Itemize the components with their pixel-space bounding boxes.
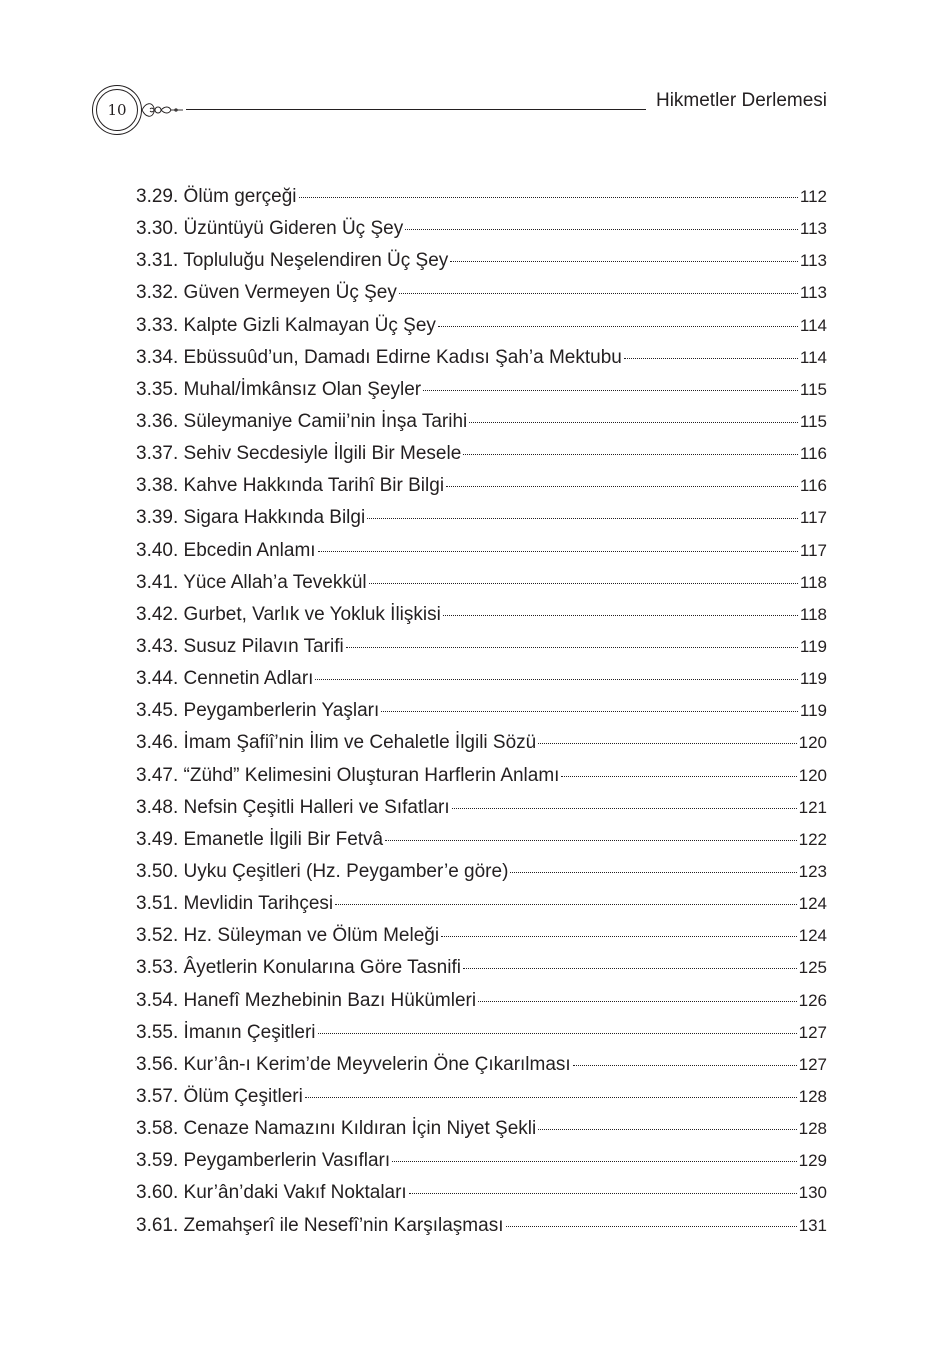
toc-entry-page-number: 119 <box>799 669 827 689</box>
toc-entry-page-number: 117 <box>799 540 827 560</box>
toc-entry-page-number: 124 <box>798 926 827 946</box>
toc-entry <box>136 470 827 502</box>
dot-leader <box>450 260 798 262</box>
dot-leader <box>318 1032 797 1034</box>
toc-entry-title: 3.58. Cenaze Namazını Kıldıran İçin Niyet Şekli <box>136 1118 537 1140</box>
toc-entry-title: 3.37. Sehiv Secdesiyle İlgili Bir Mesele <box>136 443 462 465</box>
running-head-title: Hikmetler Derlemesi <box>655 90 827 111</box>
dot-leader <box>573 1064 797 1066</box>
dot-leader <box>318 550 798 552</box>
toc-entry-title: 3.35. Muhal/İmkânsız Olan Şeyler <box>136 378 422 400</box>
toc-entry <box>136 1049 827 1081</box>
toc-entry-page-number: 128 <box>798 1086 827 1106</box>
dot-leader <box>392 1160 796 1162</box>
toc-entry <box>136 438 827 470</box>
dot-leader <box>441 935 797 937</box>
toc-entry-page-number: 118 <box>799 604 827 624</box>
toc-entry-page-number: 114 <box>799 315 827 335</box>
toc-entry <box>136 952 827 984</box>
toc-entry-page-number: 116 <box>799 476 827 496</box>
toc-entry-page-number: 122 <box>798 829 827 849</box>
dot-leader <box>538 742 796 744</box>
dot-leader <box>305 1096 797 1098</box>
toc-entry-page-number: 128 <box>798 1119 827 1139</box>
toc-entry-page-number: 129 <box>798 1151 827 1171</box>
dot-leader <box>438 325 798 327</box>
dot-leader <box>452 807 797 809</box>
toc-entry <box>136 1145 827 1177</box>
toc-entry-title: 3.38. Kahve Hakkında Tarihî Bir Bilgi <box>136 475 445 497</box>
dot-leader <box>315 678 797 680</box>
toc-entry <box>136 727 827 759</box>
dot-leader <box>299 196 798 198</box>
toc-entry-title: 3.31. Topluluğu Neşelendiren Üç Şey <box>136 250 449 272</box>
toc-entry <box>136 181 827 213</box>
toc-entry-title: 3.30. Üzüntüyü Gideren Üç Şey <box>136 218 404 240</box>
toc-entry-page-number: 119 <box>799 701 827 721</box>
toc-entry <box>136 1017 827 1049</box>
toc-entry-title: 3.39. Sigara Hakkında Bilgi <box>136 507 366 529</box>
table-of-contents <box>136 181 827 1242</box>
toc-entry-title: 3.50. Uyku Çeşitleri (Hz. Peygamber’e göre) <box>136 860 509 882</box>
toc-entry-title: 3.32. Güven Vermeyen Üç Şey <box>136 282 397 304</box>
toc-entry <box>136 213 827 245</box>
toc-entry <box>136 920 827 952</box>
dot-leader <box>367 517 798 519</box>
toc-entry-title: 3.34. Ebüssuûd’un, Damadı Edirne Kadısı Şah’a Mektubu <box>136 346 622 368</box>
dot-leader <box>423 389 798 391</box>
dot-leader <box>506 1225 797 1227</box>
toc-entry-page-number: 127 <box>798 1022 827 1042</box>
toc-entry <box>136 599 827 631</box>
toc-entry-title: 3.40. Ebcedin Anlamı <box>136 539 316 561</box>
toc-entry-title: 3.51. Mevlidin Tarihçesi <box>136 893 334 915</box>
page-number: 10 <box>107 101 127 119</box>
toc-entry-title: 3.59. Peygamberlerin Vasıfları <box>136 1150 391 1172</box>
toc-entry-title: 3.52. Hz. Süleyman ve Ölüm Meleği <box>136 925 440 947</box>
floral-ornament-icon <box>140 99 184 121</box>
toc-entry-title: 3.45. Peygamberlerin Yaşları <box>136 700 380 722</box>
dot-leader <box>463 453 798 455</box>
toc-entry <box>136 1177 827 1209</box>
toc-entry-title: 3.41. Yüce Allah’a Tevekkül <box>136 571 367 593</box>
toc-entry <box>136 824 827 856</box>
toc-entry-page-number: 112 <box>799 187 827 206</box>
dot-leader <box>443 614 798 616</box>
header-rule <box>186 109 646 110</box>
dot-leader <box>346 646 798 648</box>
toc-entry-title: 3.47. “Zühd” Kelimesini Oluşturan Harflerin Anlamı <box>136 764 560 786</box>
dot-leader <box>463 967 797 969</box>
dot-leader <box>381 710 798 712</box>
toc-entry <box>136 502 827 534</box>
toc-entry-page-number: 115 <box>799 411 827 431</box>
dot-leader <box>385 839 797 841</box>
dot-leader <box>478 1000 797 1002</box>
toc-entry-title: 3.54. Hanefî Mezhebinin Bazı Hükümleri <box>136 989 477 1011</box>
toc-entry-page-number: 130 <box>798 1183 827 1203</box>
toc-entry-title: 3.57. Ölüm Çeşitleri <box>136 1085 303 1107</box>
toc-entry-page-number: 120 <box>798 733 827 753</box>
toc-entry <box>136 856 827 888</box>
toc-entry <box>136 760 827 792</box>
dot-leader <box>624 357 798 359</box>
toc-entry-title: 3.49. Emanetle İlgili Bir Fetvâ <box>136 828 384 850</box>
toc-entry-title: 3.33. Kalpte Gizli Kalmayan Üç Şey <box>136 314 436 336</box>
toc-entry-page-number: 120 <box>798 765 827 785</box>
toc-entry-page-number: 123 <box>798 861 827 881</box>
dot-leader <box>561 775 796 777</box>
toc-entry-page-number: 114 <box>799 347 827 367</box>
toc-entry <box>136 888 827 920</box>
toc-entry <box>136 792 827 824</box>
toc-entry-title: 3.42. Gurbet, Varlık ve Yokluk İlişkisi <box>136 603 441 625</box>
toc-entry <box>136 631 827 663</box>
toc-entry-page-number: 113 <box>799 251 827 271</box>
toc-entry-page-number: 117 <box>799 508 827 528</box>
toc-entry <box>136 310 827 342</box>
toc-entry-title: 3.29. Ölüm gerçeği <box>136 186 297 207</box>
toc-entry-title: 3.36. Süleymaniye Camii’nin İnşa Tarihi <box>136 410 468 432</box>
dot-leader <box>409 1192 797 1194</box>
toc-entry-page-number: 126 <box>798 990 827 1010</box>
dot-leader <box>538 1128 796 1130</box>
toc-entry <box>136 567 827 599</box>
dot-leader <box>510 871 796 873</box>
toc-entry <box>136 695 827 727</box>
toc-entry <box>136 1210 827 1242</box>
toc-entry <box>136 342 827 374</box>
toc-entry-page-number: 116 <box>799 444 827 464</box>
toc-entry-page-number: 127 <box>798 1054 827 1074</box>
toc-entry-page-number: 113 <box>799 219 827 239</box>
toc-entry <box>136 535 827 567</box>
toc-entry-title: 3.46. İmam Şafiî’nin İlim ve Cehaletle İlgili Sözü <box>136 732 537 754</box>
toc-entry-page-number: 119 <box>799 636 827 656</box>
toc-entry-page-number: 124 <box>798 894 827 914</box>
toc-entry-title: 3.61. Zemahşerî ile Nesefî’nin Karşılaşması <box>136 1214 504 1236</box>
toc-entry <box>136 374 827 406</box>
dot-leader <box>405 228 798 230</box>
dot-leader <box>446 485 798 487</box>
dot-leader <box>369 582 798 584</box>
toc-entry <box>136 663 827 695</box>
dot-leader <box>399 292 798 294</box>
dot-leader <box>335 903 796 905</box>
toc-entry <box>136 985 827 1017</box>
toc-entry-page-number: 121 <box>798 797 827 817</box>
toc-entry-title: 3.44. Cennetin Adları <box>136 668 314 690</box>
toc-entry-title: 3.53. Âyetlerin Konularına Göre Tasnifi <box>136 957 461 979</box>
toc-entry-title: 3.43. Susuz Pilavın Tarifi <box>136 635 344 657</box>
toc-entry-title: 3.55. İmanın Çeşitleri <box>136 1021 316 1043</box>
toc-entry <box>136 245 827 277</box>
toc-entry <box>136 406 827 438</box>
page-header <box>0 0 945 150</box>
toc-entry-title: 3.60. Kur’ân’daki Vakıf Noktaları <box>136 1182 407 1204</box>
toc-entry-title: 3.56. Kur’ân-ı Kerim’de Meyvelerin Öne Çıkarılması <box>136 1053 571 1075</box>
toc-entry <box>136 1113 827 1145</box>
toc-entry-page-number: 125 <box>798 958 827 978</box>
toc-entry-page-number: 113 <box>799 283 827 303</box>
toc-entry <box>136 277 827 309</box>
toc-entry <box>136 1081 827 1113</box>
toc-entry-page-number: 131 <box>798 1215 827 1235</box>
page-number-badge <box>92 85 142 135</box>
dot-leader <box>469 421 798 423</box>
toc-entry-page-number: 115 <box>799 379 827 399</box>
toc-entry-page-number: 118 <box>799 572 827 592</box>
toc-entry-title: 3.48. Nefsin Çeşitli Halleri ve Sıfatları <box>136 796 450 818</box>
